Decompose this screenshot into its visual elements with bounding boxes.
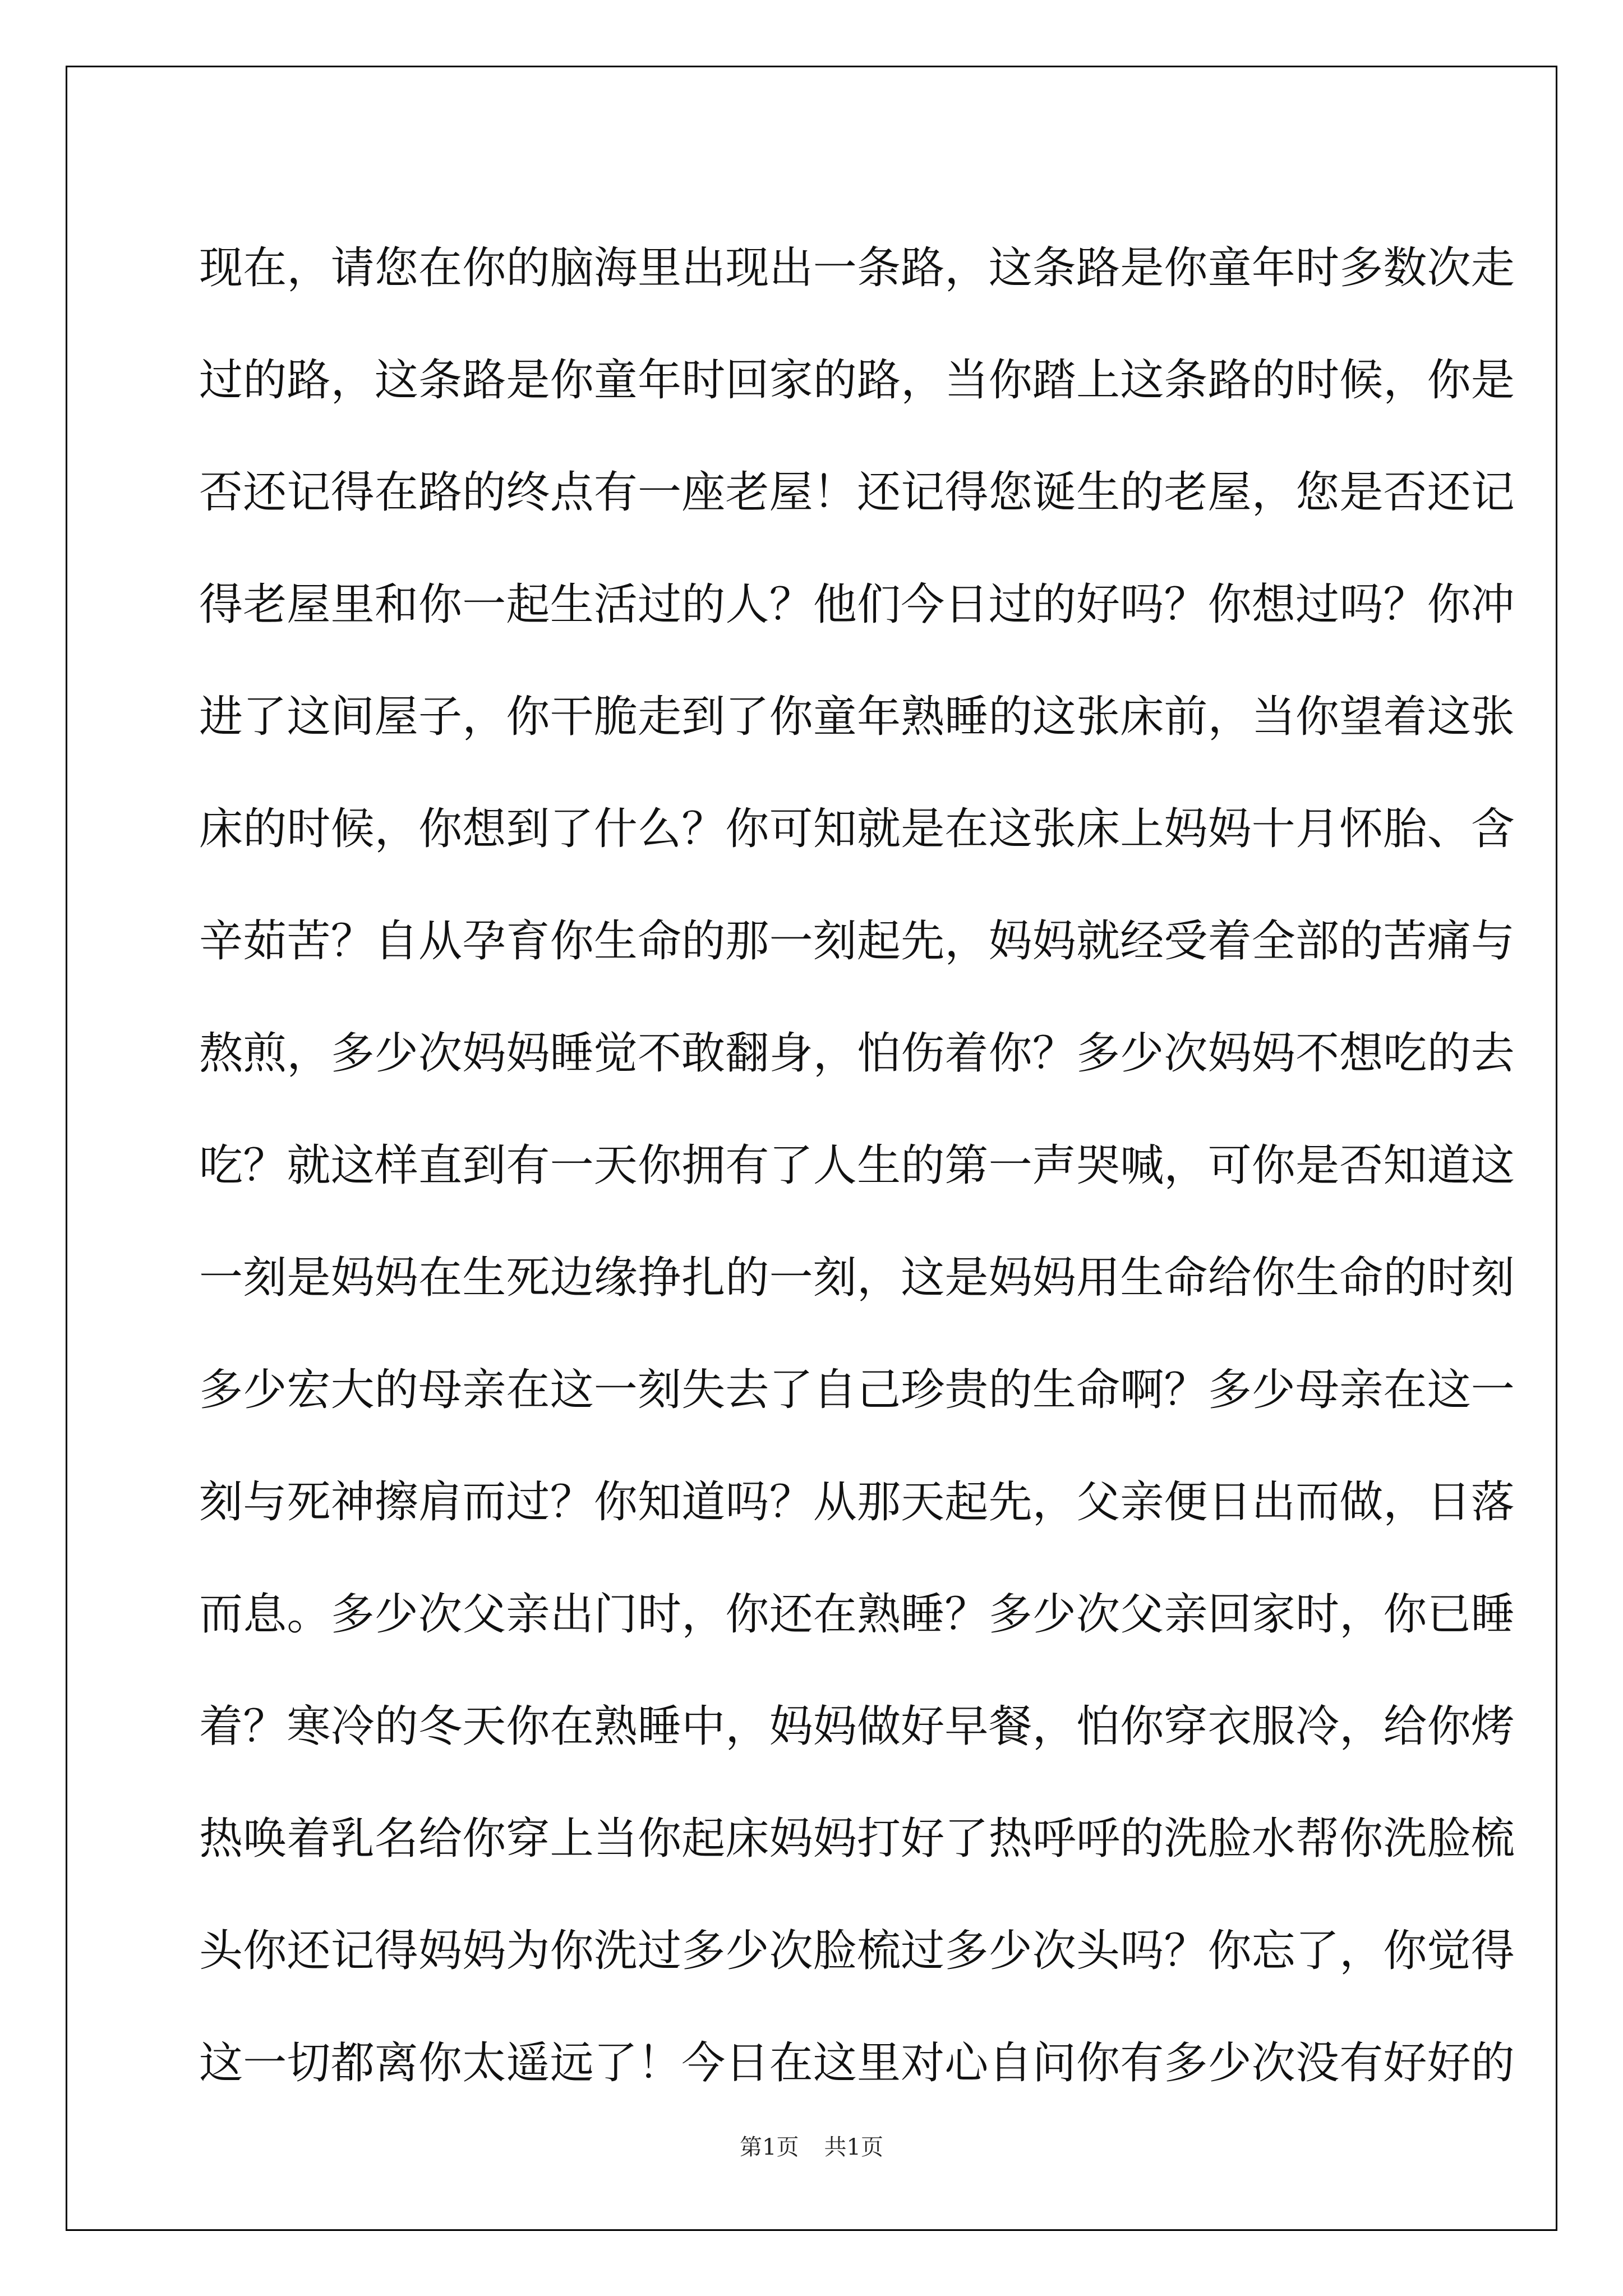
text-line: 多少宏大的母亲在这一刻失去了自己珍贵的生命啊？多少母亲在这一 xyxy=(199,1365,1515,1415)
text-line: 否还记得在路的终点有一座老屋！还记得您诞生的老屋，您是否还记 xyxy=(199,467,1515,518)
text-line: 热唤着乳名给你穿上当你起床妈妈打好了热呼呼的洗脸水帮你洗脸梳 xyxy=(199,1814,1515,1864)
total-pages: 共1页 xyxy=(824,2134,883,2160)
text-line: 进了这间屋子，你干脆走到了你童年熟睡的这张床前，当你望着这张 xyxy=(199,692,1515,742)
text-line: 刻与死神擦肩而过？你知道吗？从那天起先，父亲便日出而做，日落 xyxy=(199,1477,1515,1527)
text-line: 床的时候，你想到了什么？你可知就是在这张床上妈妈十月怀胎、含 xyxy=(199,804,1515,854)
text-line: 熬煎，多少次妈妈睡觉不敢翻身，怕伤着你？多少次妈妈不想吃的去 xyxy=(199,1028,1515,1079)
text-line: 一刻是妈妈在生死边缘挣扎的一刻，这是妈妈用生命给你生命的时刻 xyxy=(199,1253,1515,1303)
page-footer xyxy=(0,2132,1623,2163)
text-line: 这一切都离你太遥远了！今日在这里对心自问你有多少次没有好好的 xyxy=(199,2038,1515,2088)
text-line: 着？寒冷的冬天你在熟睡中，妈妈做好早餐，怕你穿衣服冷，给你烤 xyxy=(199,1701,1515,1752)
document-body xyxy=(199,212,1515,2119)
text-line: 现在，请您在你的脑海里出现出一条路，这条路是你童年时多数次走 xyxy=(199,243,1515,293)
text-line: 头你还记得妈妈为你洗过多少次脸梳过多少次头吗？你忘了，你觉得 xyxy=(199,1926,1515,1976)
page-number: 第1页 xyxy=(740,2134,799,2160)
text-line: 得老屋里和你一起生活过的人？他们今日过的好吗？你想过吗？你冲 xyxy=(199,579,1515,630)
text-line: 而息。多少次父亲出门时，你还在熟睡？多少次父亲回家时，你已睡 xyxy=(199,1589,1515,1640)
text-line: 过的路，这条路是你童年时回家的路，当你踏上这条路的时候，你是 xyxy=(199,355,1515,406)
text-line: 吃？就这样直到有一天你拥有了人生的第一声哭喊，可你是否知道这 xyxy=(199,1140,1515,1191)
text-line: 辛茹苦？自从孕育你生命的那一刻起先，妈妈就经受着全部的苦痛与 xyxy=(199,916,1515,967)
